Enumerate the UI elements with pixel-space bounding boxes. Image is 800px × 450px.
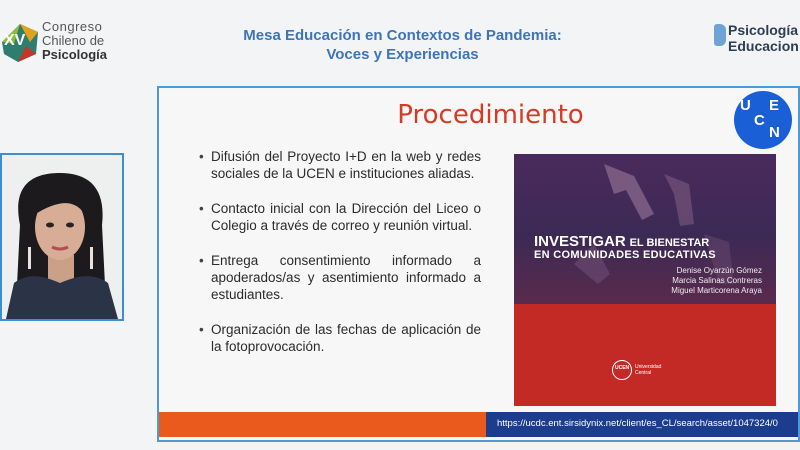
footer-bar-orange xyxy=(159,412,486,437)
psychology-logo-line-2: Educacion xyxy=(728,38,799,54)
procedure-list xyxy=(199,148,481,373)
book-author: Marcia Salinas Contreras xyxy=(672,276,762,285)
congress-line-3: Psicología xyxy=(42,47,108,62)
congress-number: XV xyxy=(4,32,26,49)
procedure-item: • Entrega consentimiento informado a apoderados/as y asentimiento informado a estudiantes. xyxy=(199,252,481,303)
book-subtitle: EN COMUNIDADES EDUCATIVAS xyxy=(534,249,716,261)
book-authors xyxy=(671,266,762,296)
book-title xyxy=(534,233,709,250)
ucen-logo xyxy=(734,91,792,149)
procedure-item: • Difusión del Proyecto I+D en la web y redes sociales de la UCEN e instituciones aliadas. xyxy=(199,148,481,182)
book-title-word-1: INVESTIGAR xyxy=(534,233,626,250)
book-author: Miguel Marticorena Araya xyxy=(671,286,762,295)
book-title-word-2: EL BIENESTAR xyxy=(629,237,710,249)
speaker-video-icon xyxy=(2,155,122,319)
publisher-mark: UCEN xyxy=(615,365,630,371)
congress-line-1: Congreso xyxy=(42,19,103,34)
ucen-letter-e: E xyxy=(769,97,780,114)
ucen-letter-u: U xyxy=(740,97,751,114)
psychology-logo xyxy=(712,20,800,60)
publisher-name: Universidad Central xyxy=(635,364,662,376)
slide-title: Procedimiento xyxy=(397,100,584,130)
procedure-item: • Contacto inicial con la Dirección del Liceo o Colegio a través de correo y reunión virtual. xyxy=(199,200,481,234)
session-title-line-2: Voces y Experiencias xyxy=(326,46,479,63)
presentation-slide xyxy=(157,86,800,442)
congress-logo xyxy=(0,18,120,68)
speaker-webcam xyxy=(0,153,124,321)
ucen-letter-n: N xyxy=(769,124,780,141)
psychology-logo-icon xyxy=(714,24,726,46)
book-author: Denise Oyarzún Gómez xyxy=(676,266,762,275)
session-title xyxy=(230,26,575,64)
congress-line-2: Chileno de xyxy=(42,33,105,48)
congress-name xyxy=(42,20,107,62)
session-title-line-1: Mesa Educación en Contextos de Pandemia: xyxy=(243,27,562,44)
ucen-letter-c: C xyxy=(754,112,765,129)
source-url: https://ucdc.ent.sirsidynix.net/client/es_CL/search/asset/1047324/0 xyxy=(497,418,778,429)
publisher-logo-icon xyxy=(612,360,632,380)
book-cover xyxy=(514,154,776,406)
procedure-item: • Organización de las fechas de aplicación de la fotoprovocación. xyxy=(199,321,481,355)
psychology-logo-line-1: Psicología xyxy=(728,22,799,38)
